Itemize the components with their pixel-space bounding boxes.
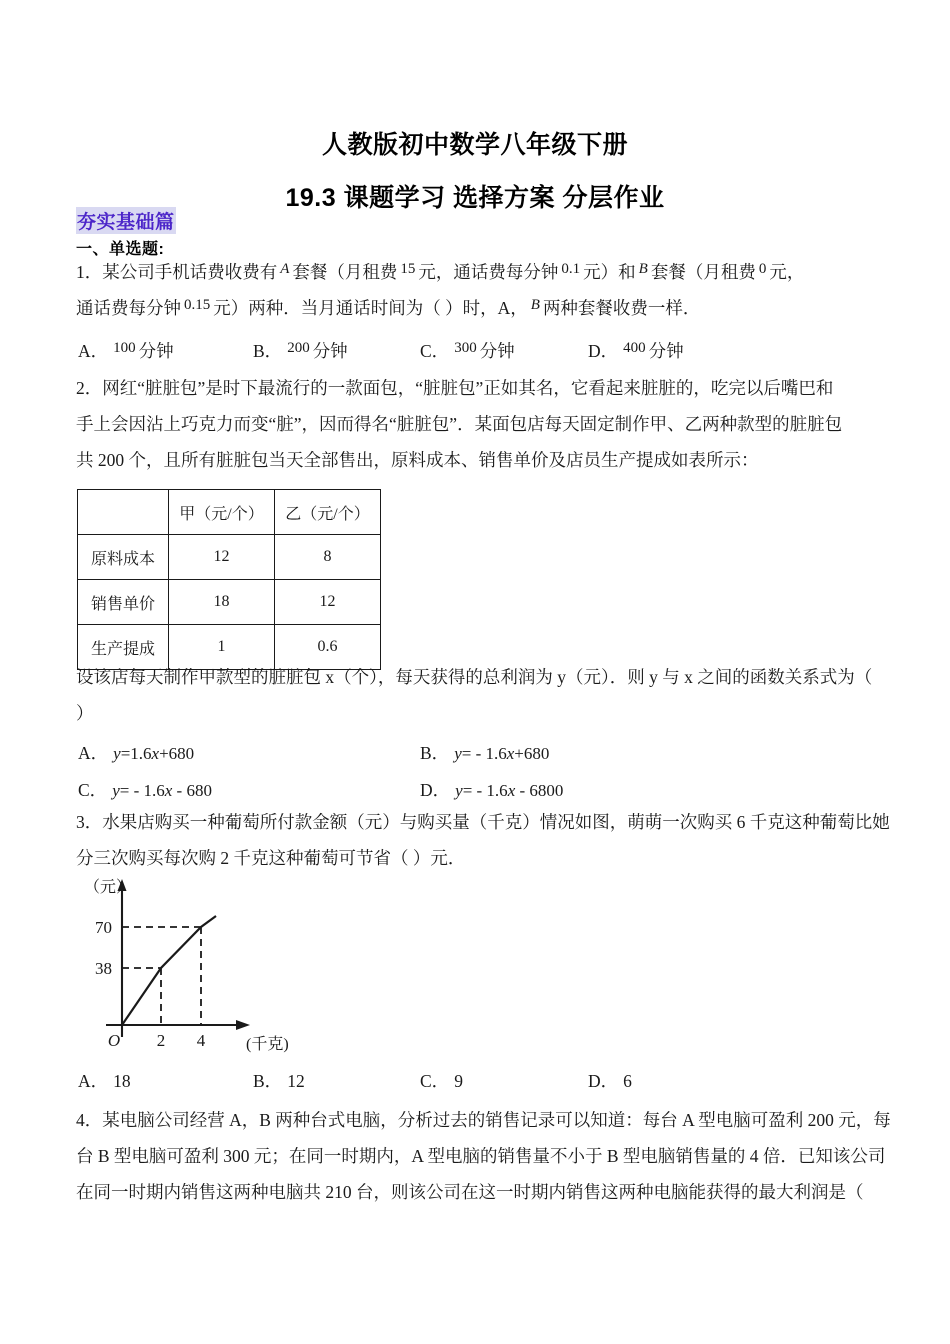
plain-text: 元）两种．当月通话时间为（ ）时，A，: [213, 298, 528, 318]
option-expression: y= - 1.6x+680: [454, 744, 550, 763]
table-cell-material-cost-jia: 12: [169, 535, 275, 580]
question-3-number: 3．: [76, 812, 103, 832]
subheading-single-choice: 一、单选题:: [76, 241, 165, 258]
question-1-line-1: [76, 262, 804, 284]
table-row-label-commission: 生产提成: [78, 625, 169, 670]
table-cell-commission-yi: 0.6: [275, 625, 381, 670]
question-2-options-row-2: [0, 777, 950, 799]
option-1-a[interactable]: [78, 338, 174, 363]
option-value: 100: [113, 340, 136, 356]
option-3-b[interactable]: [253, 1068, 305, 1093]
x-tick-4: 4: [196, 1031, 206, 1050]
question-4-line-3: 在同一时期内销售这两种电脑共 210 台，则该公司在这一时期内销售这两种电脑能获得的最大利润是（: [76, 1182, 864, 1202]
question-1-number: 1．: [76, 262, 103, 282]
math-run: 0.15: [184, 297, 211, 313]
page-title-lesson: 19.3 课题学习 选择方案 分层作业: [285, 184, 665, 212]
y-axis-label: （元）: [84, 879, 133, 896]
option-label: B．: [420, 743, 450, 763]
option-expression: 18: [113, 1071, 131, 1091]
x-axis-arrow: [236, 1020, 250, 1030]
question-2-line-1: [76, 378, 833, 398]
table-cell-unit-price-yi: 12: [275, 580, 381, 625]
option-label: B．: [253, 341, 283, 361]
table-row-label-unit-price: 销售单价: [78, 580, 169, 625]
table-cell-unit-price-jia: 18: [169, 580, 275, 625]
plain-text: 套餐（月租费: [292, 262, 398, 282]
math-run: 0: [758, 261, 767, 277]
option-expression: 6: [623, 1071, 632, 1091]
option-expression: y= - 1.6x - 6800: [455, 781, 564, 800]
table-row: [78, 625, 381, 670]
option-2-a[interactable]: [78, 740, 194, 765]
option-label: D．: [588, 1071, 619, 1091]
option-value: 300: [454, 340, 477, 356]
question-2-options-row-1: [0, 740, 950, 762]
option-expression: 9: [454, 1071, 463, 1091]
math-run: 0.1: [561, 261, 581, 277]
table-header-row: [78, 490, 381, 535]
plain-text: 套餐（月租费: [650, 262, 756, 282]
question-1-text-2: [76, 298, 700, 318]
option-3-d[interactable]: [588, 1068, 632, 1093]
plain-text: 某公司手机话费收费有: [102, 262, 278, 282]
question-3-line-1: [76, 812, 890, 832]
math-run: 15: [400, 261, 416, 277]
question-3-options: [0, 1068, 950, 1090]
option-label: A．: [78, 1071, 109, 1091]
table-cell-material-cost-yi: 8: [275, 535, 381, 580]
option-label: C．: [420, 341, 450, 361]
question-1-text-1: [102, 262, 804, 282]
option-expression: 12: [287, 1071, 305, 1091]
question-2-line-3: 共 200 个，且所有脏脏包当天全部售出，原料成本、销售单价及店员生产提成如表所示：: [76, 450, 759, 470]
option-unit: 分钟: [138, 341, 174, 361]
plain-text: 元）和: [583, 262, 636, 282]
option-value: 400: [623, 340, 646, 356]
page-title-textbook: 人教版初中数学八年级下册: [321, 131, 628, 159]
option-2-b[interactable]: [420, 740, 549, 765]
option-label: C．: [78, 780, 108, 800]
math-variable: B: [638, 261, 648, 277]
option-label: D．: [420, 780, 451, 800]
question-1-line-2: [76, 298, 700, 320]
option-expression: y= - 1.6x - 680: [112, 781, 212, 800]
option-2-c[interactable]: [78, 777, 212, 802]
question-2-line-2: 手上会因沾上巧克力而变“脏”，因而得名“脏脏包”．某面包店每天固定制作甲、乙两种款型的脏脏包: [76, 414, 843, 434]
question-4-text-1: 某电脑公司经营 A，B 两种台式电脑，分析过去的销售记录可以知道：每台 A 型电脑可盈利 200 元，每: [102, 1110, 891, 1130]
table-row: [78, 535, 381, 580]
table-header-jia: 甲（元/个）: [169, 490, 275, 535]
x-tick-2: 2: [156, 1031, 166, 1050]
option-label: A．: [78, 743, 109, 763]
table-cell-commission-jia: 1: [169, 625, 275, 670]
question-2-number: 2．: [76, 378, 103, 398]
origin-label: O: [107, 1031, 121, 1050]
plain-text: 元，: [769, 262, 805, 282]
question-3-text-1: 水果店购买一种葡萄所付款金额（元）与购买量（千克）情况如图，萌萌一次购买 6 千克这种葡萄比她: [102, 812, 890, 832]
y-tick-70: 70: [95, 918, 112, 937]
option-value: 200: [287, 340, 310, 356]
option-1-c[interactable]: [420, 338, 515, 363]
x-axis-label: (千克): [246, 1036, 289, 1053]
graph-svg: [70, 872, 370, 1062]
option-label: D．: [588, 341, 619, 361]
question-4-line-1: [76, 1110, 891, 1130]
option-3-c[interactable]: [420, 1068, 463, 1093]
question-3-line-2: 分三次购买每次购 2 千克这种葡萄可节省（ ）元．: [76, 848, 466, 868]
plain-text: 两种套餐收费一样．: [542, 298, 701, 318]
plain-text: 通话费每分钟: [76, 298, 181, 318]
option-unit: 分钟: [648, 341, 684, 361]
question-2-text-1: 网红“脏脏包”是时下最流行的一款面包，“脏脏包”正如其名，它看起来脏脏的，吃完以后嘴巴和: [102, 378, 834, 398]
option-unit: 分钟: [479, 341, 515, 361]
question-4-line-2: 台 B 型电脑可盈利 300 元；在同一时期内，A 型电脑的销售量不小于 B 型电脑销售量的 4 倍．已知该公司: [76, 1146, 886, 1166]
question-2-after-table-line-1: 设该店每天制作甲款型的脏脏包 x（个），每天获得的总利润为 y（元）．则 y 与 x 之间的函数关系式为（: [76, 667, 873, 687]
table-corner-cell: [78, 490, 169, 535]
option-unit: 分钟: [312, 341, 348, 361]
question-1-options: [0, 338, 950, 360]
plain-text: 元，通话费每分钟: [418, 262, 559, 282]
question-2-after-table-line-2: ）: [76, 703, 94, 723]
option-expression: y=1.6x+680: [113, 744, 195, 763]
cost-price-table: [77, 489, 381, 670]
table-row: [78, 580, 381, 625]
option-1-b[interactable]: [253, 338, 348, 363]
question-4-number: 4．: [76, 1110, 103, 1130]
math-variable: B: [530, 297, 540, 313]
option-label: B．: [253, 1071, 283, 1091]
option-3-a[interactable]: [78, 1068, 131, 1093]
grape-price-graph: [70, 872, 370, 1062]
table-header-yi: 乙（元/个）: [275, 490, 381, 535]
math-variable: A: [280, 261, 290, 277]
option-label: C．: [420, 1071, 450, 1091]
option-1-d[interactable]: [588, 338, 684, 363]
y-tick-38: 38: [95, 959, 112, 978]
table-row-label-material-cost: 原料成本: [78, 535, 169, 580]
option-2-d[interactable]: [420, 777, 563, 802]
section-tag-basics: 夯实基础篇: [76, 207, 176, 234]
option-label: A．: [78, 341, 109, 361]
